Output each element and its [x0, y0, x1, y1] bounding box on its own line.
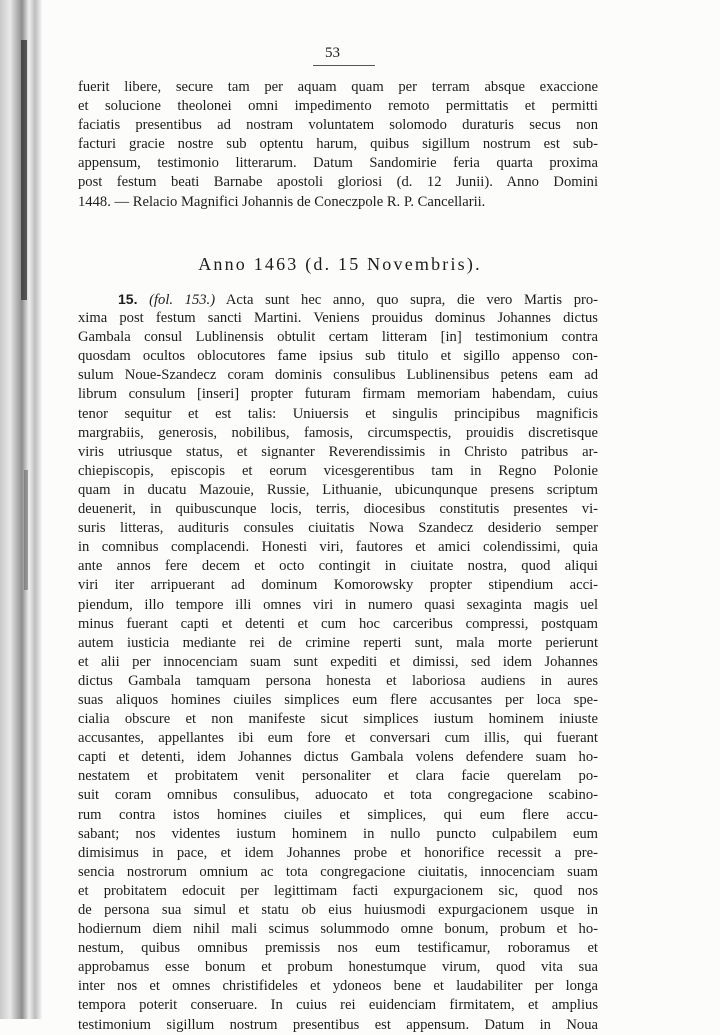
text-line: rum contra istos homines ciuiles et simplices, qui eum flere accu-: [78, 806, 598, 823]
text-line: autem iusticia mediante rei de crimine reperti sunt, mala morte perierunt: [78, 634, 598, 651]
entry-heading: Anno 1463 (d. 15 Novembris).: [198, 254, 482, 274]
text-line: quosdam ocultos oblocutores fame ipsius sub titulo et sigillo appenso con-: [78, 348, 598, 365]
text-line: ante annos fere decem et octo contingit in ciuitate nostra, quod aliqui: [78, 558, 598, 575]
text-line: viris utriusque status, et signanter Reverendissimis in Christo patribus ar-: [78, 443, 598, 460]
entry-text: [78, 290, 598, 1035]
text-line: tenor sequitur et est talis: Uniuersis et singulis principibus magnificis: [78, 405, 598, 422]
text-line: dictus Gambala tamquam persona honesta et laboriosa audiens in aures: [78, 672, 598, 689]
text-line: suas aliquos homines ciuiles simplices eum flere accusantes per loca spe-: [78, 691, 598, 708]
text-line: hodiernum diem nihil mali scimus solummodo omne bonum, probum et ho-: [78, 921, 598, 938]
binding-shadow-lower: [24, 470, 28, 590]
text-line: de persona sua simul et statu ob eius huiusmodi expurgacionem usque in: [78, 902, 598, 918]
text-line: sencia nostrorum omnium ac tota congregacione ciuitatis, innocenciam suam: [78, 863, 598, 880]
text-line: in comnibus complacendi. Honesti viri, fautores et amici colendissimi, quia: [78, 539, 598, 556]
text-line: faciatis presentibus ad nostram voluntatem solomodo duraturis secus non: [78, 117, 598, 134]
text-line: Gambala consul Lublinensis obtulit certam litteram [in] testimonium contra: [78, 329, 598, 346]
text-line: chiepiscopis, episcopis et eorum vicesgerentibus tam in Regno Polonie: [78, 462, 598, 479]
text-line: xima post festum sancti Martini. Veniens prouidus dominus Johannes dictus: [78, 310, 598, 327]
text-line: dimisimus in pace, et idem Johannes probe et honorifice recessit a pre-: [78, 844, 598, 861]
text-line: approbamus esse bonum et probum honestumque virum, quod vita sua: [78, 959, 598, 976]
text-line: sulum Noue-Szandecz coram dominis consulibus Lublinensibus petens eam ad: [78, 367, 598, 384]
text-line: inter nos et omnes christifideles et ydoneos bene et laudabiliter per longa: [78, 978, 598, 995]
page-number: 53: [325, 45, 340, 61]
text-line: margrabiis, generosis, nobilibus, famosis, circumspectis, prouidis discretisque: [78, 424, 598, 441]
text-line: deuenerit, in quibuscunque locis, terris, diocesibus constitutis presentes vi-: [78, 501, 598, 518]
text-line: suris litteras, audituris consules ciuitatis Nowa Szandecz desiderio semper: [78, 520, 598, 537]
text-line: viri iter arripuerant ad dominum Komorowsky propter stipendium acci-: [78, 577, 598, 594]
text-line: et probitatem edocuit per legittimam facti expurgacionem sic, quod nos: [78, 882, 598, 899]
text-line: post festum beati Barnabe apostoli gloriosi (d. 12 Junii). Anno Domini: [78, 174, 598, 191]
text-line: 1448. — Relacio Magnifici Johannis de Coneczpole R. P. Cancellarii.: [78, 193, 486, 210]
text-line: quam in ducatu Mazouie, Russie, Lithuanie, ubicunqunque presens scriptum: [78, 481, 598, 498]
continuation-text: [78, 78, 598, 212]
text-line: et solucione theolonei omni impedimento remoto permittatis et permitti: [78, 98, 598, 115]
text-line: Acta sunt hec anno, quo supra, die vero Martis pro-: [225, 292, 599, 308]
text-line: et alii per innocenciam suam sunt expediti et dimissi, sed idem Johannes: [78, 653, 598, 670]
text-line: minus fuerant capti et detenti et cum hoc carceribus compressi, postquam: [78, 615, 598, 632]
text-line: testimonium sigillum nostrum presentibus est appensum. Datum in Noua: [78, 1016, 598, 1033]
text-line: capti et detenti, idem Johannes dictus Gambala volens defendere suam ho-: [78, 749, 598, 766]
text-line: nestatem et probitatem venit personaliter et clara facie querelam po-: [78, 768, 598, 785]
entry-first-line: [78, 290, 598, 309]
text-line: librum consulum [inseri] propter futuram firmam memoriam habendam, cuius: [78, 386, 598, 403]
text-line: piendum, illo tempore illi omnes viri in numero quasi sexaginta magis uel: [78, 596, 598, 613]
text-line: appensum, testimonio litterarum. Datum Sandomirie feria quarta proxima: [78, 155, 598, 172]
text-line: facturi gracie nostre sub optentu harum, quibus sigillum nostrum est sub-: [78, 136, 598, 153]
entry-number: 15.: [118, 291, 138, 307]
text-line: suit coram omnibus consulibus, aduocato et tota congregacione scabino-: [78, 787, 598, 804]
text-line: sabant; nos videntes iustum hominem in nullo puncto culpabilem eum: [78, 825, 598, 842]
page-number-rule: [313, 65, 375, 66]
folio-reference: (fol. 153.): [149, 292, 216, 308]
text-line: nestum, quibus omnibus premissis nos eum testificamur, roboramus et: [78, 940, 598, 957]
text-line: tempora poterit conseruare. In cuius rei euidenciam firmitatem, et amplius: [78, 997, 598, 1014]
text-line: fuerit libere, secure tam per aquam quam per terram absque exaccione: [78, 79, 598, 95]
text-line: accusantes, appellantes ibi eum fore et conversari cum illis, qui fuerant: [78, 730, 598, 747]
text-line: cialia obscure et non manifeste sicut simplices iustum hominem iniuste: [78, 711, 598, 728]
